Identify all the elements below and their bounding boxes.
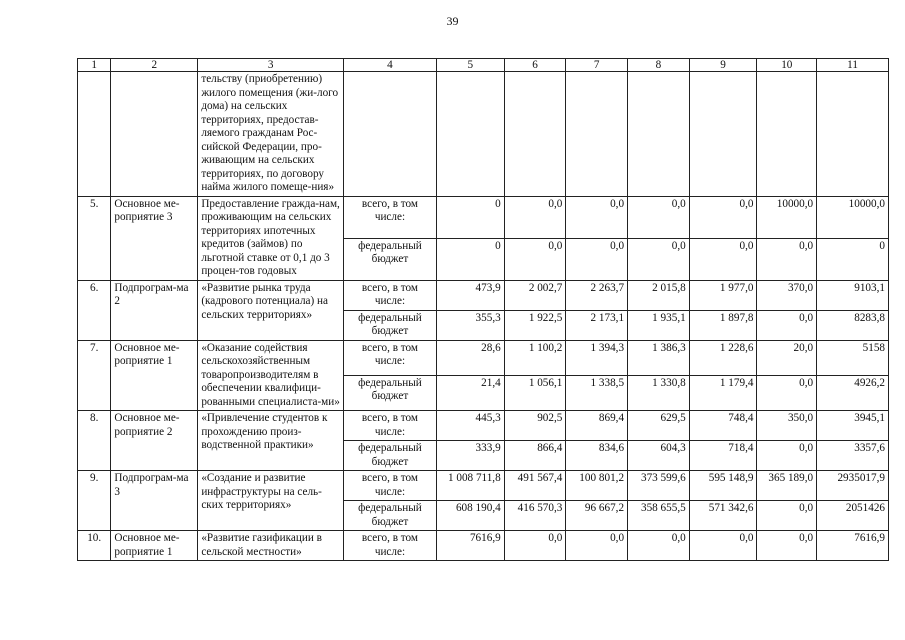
value-cell: 10000,0: [817, 196, 889, 238]
value-cell: 5158: [817, 340, 889, 375]
measure-name: Основное ме-роприятие 3: [111, 196, 198, 280]
value-cell: 0,0: [689, 531, 757, 561]
value-cell: 2 002,7: [504, 280, 566, 310]
funding-source: всего, в том числе:: [343, 280, 436, 310]
value-cell: 373 599,6: [628, 471, 690, 501]
value-cell: 0,0: [628, 238, 690, 280]
value-cell: 2051426: [817, 501, 889, 531]
value-cell: 416 570,3: [504, 501, 566, 531]
value-cell: 9103,1: [817, 280, 889, 310]
measure-description: «Развитие газификации в сельской местности»: [198, 531, 344, 561]
value-cell: 0,0: [757, 310, 817, 340]
row-number: 5.: [78, 196, 111, 280]
row-number: 9.: [78, 471, 111, 531]
column-header: 9: [689, 59, 757, 72]
table-cell: [78, 72, 111, 197]
table-row: [78, 340, 889, 375]
measure-description: «Привлечение студентов к прохождению произ-водственной практики»: [198, 411, 344, 471]
value-cell: 370,0: [757, 280, 817, 310]
funding-source: федеральный бюджет: [343, 238, 436, 280]
column-header: 1: [78, 59, 111, 72]
value-cell: 0,0: [566, 196, 628, 238]
value-cell: 2 015,8: [628, 280, 690, 310]
value-cell: 1 330,8: [628, 375, 690, 410]
value-cell: 1 100,2: [504, 340, 566, 375]
measure-name: Основное ме-роприятие 2: [111, 411, 198, 471]
table-cell: [689, 72, 757, 197]
column-header: 7: [566, 59, 628, 72]
value-cell: 604,3: [628, 441, 690, 471]
table-cell: [628, 72, 690, 197]
column-header: 2: [111, 59, 198, 72]
value-cell: 491 567,4: [504, 471, 566, 501]
column-header: 4: [343, 59, 436, 72]
value-cell: 0,0: [566, 531, 628, 561]
value-cell: 333,9: [436, 441, 504, 471]
value-cell: 748,4: [689, 411, 757, 441]
value-cell: 0,0: [504, 531, 566, 561]
value-cell: 2 263,7: [566, 280, 628, 310]
funding-source: федеральный бюджет: [343, 501, 436, 531]
value-cell: 1 056,1: [504, 375, 566, 410]
column-number-row: [78, 59, 889, 72]
table-row: [78, 531, 889, 561]
value-cell: 571 342,6: [689, 501, 757, 531]
value-cell: 365 189,0: [757, 471, 817, 501]
measure-name: Основное ме-роприятие 1: [111, 340, 198, 411]
measure-description: Предоставление гражда-нам, проживающим на сельских территориях ипотечных кредитов (займов) по льготной ставке от 0,1 до 3 процен-тов годовых: [198, 196, 344, 280]
continuation-row: [78, 72, 889, 197]
value-cell: 595 148,9: [689, 471, 757, 501]
value-cell: 902,5: [504, 411, 566, 441]
value-cell: 21,4: [436, 375, 504, 410]
measure-name: Подпрограм-ма 2: [111, 280, 198, 340]
table-cell: [343, 72, 436, 197]
table-row: [78, 280, 889, 310]
value-cell: 0,0: [566, 238, 628, 280]
column-header: 5: [436, 59, 504, 72]
table-row: [78, 196, 889, 238]
value-cell: 1 386,3: [628, 340, 690, 375]
funding-source: федеральный бюджет: [343, 310, 436, 340]
value-cell: 0: [436, 196, 504, 238]
value-cell: 1 977,0: [689, 280, 757, 310]
page-number: 39: [446, 14, 459, 28]
column-header: 6: [504, 59, 566, 72]
value-cell: 100 801,2: [566, 471, 628, 501]
value-cell: 0,0: [757, 501, 817, 531]
value-cell: 3945,1: [817, 411, 889, 441]
value-cell: 834,6: [566, 441, 628, 471]
funding-source: федеральный бюджет: [343, 441, 436, 471]
table-row: [78, 471, 889, 501]
value-cell: 0,0: [628, 196, 690, 238]
table-cell: [111, 72, 198, 197]
value-cell: 7616,9: [436, 531, 504, 561]
table-row: [78, 411, 889, 441]
table-body: [78, 72, 889, 561]
funding-source: всего, в том числе:: [343, 196, 436, 238]
measure-description: «Развитие рынка труда (кадрового потенциала) на сельских территориях»: [198, 280, 344, 340]
value-cell: 0,0: [504, 238, 566, 280]
value-cell: 2935017,9: [817, 471, 889, 501]
table-cell: [817, 72, 889, 197]
funding-source: всего, в том числе:: [343, 340, 436, 375]
value-cell: 3357,6: [817, 441, 889, 471]
measure-description: «Оказание содействия сельскохозяйственным товаропроизводителям в обеспечении квалифици-рованными специалиста-ми»: [198, 340, 344, 411]
table-cell: [436, 72, 504, 197]
value-cell: 0,0: [504, 196, 566, 238]
value-cell: 869,4: [566, 411, 628, 441]
value-cell: 350,0: [757, 411, 817, 441]
funding-source: федеральный бюджет: [343, 375, 436, 410]
table-cell: [757, 72, 817, 197]
funding-source: всего, в том числе:: [343, 411, 436, 441]
value-cell: 358 655,5: [628, 501, 690, 531]
column-header: 8: [628, 59, 690, 72]
value-cell: 10000,0: [757, 196, 817, 238]
funding-source: всего, в том числе:: [343, 471, 436, 501]
value-cell: 4926,2: [817, 375, 889, 410]
value-cell: 28,6: [436, 340, 504, 375]
value-cell: 473,9: [436, 280, 504, 310]
value-cell: 0,0: [689, 196, 757, 238]
funding-source: всего, в том числе:: [343, 531, 436, 561]
row-number: 8.: [78, 411, 111, 471]
value-cell: 355,3: [436, 310, 504, 340]
value-cell: 0,0: [689, 238, 757, 280]
value-cell: 608 190,4: [436, 501, 504, 531]
column-header: 11: [817, 59, 889, 72]
value-cell: 0,0: [757, 375, 817, 410]
value-cell: 1 008 711,8: [436, 471, 504, 501]
value-cell: 0,0: [757, 441, 817, 471]
measure-name: Подпрограм-ма 3: [111, 471, 198, 531]
value-cell: 2 173,1: [566, 310, 628, 340]
column-header: 10: [757, 59, 817, 72]
value-cell: 20,0: [757, 340, 817, 375]
measure-description: «Создание и развитие инфраструктуры на сель-ских территориях»: [198, 471, 344, 531]
value-cell: 0,0: [757, 531, 817, 561]
value-cell: 1 922,5: [504, 310, 566, 340]
value-cell: 1 338,5: [566, 375, 628, 410]
value-cell: 1 179,4: [689, 375, 757, 410]
measure-name: Основное ме-роприятие 1: [111, 531, 198, 561]
value-cell: 1 935,1: [628, 310, 690, 340]
value-cell: 0: [817, 238, 889, 280]
continuation-description: тельству (приобретению) жилого помещения (жи-лого дома) на сельских территориях, предостав-ляемого гражданам Рос-сийской Федерации, про-живающим на сельских территориях, по договору найма жилого помеще-ния»: [198, 72, 344, 197]
value-cell: 0,0: [628, 531, 690, 561]
value-cell: 1 228,6: [689, 340, 757, 375]
value-cell: 866,4: [504, 441, 566, 471]
value-cell: 96 667,2: [566, 501, 628, 531]
column-header: 3: [198, 59, 344, 72]
value-cell: 1 897,8: [689, 310, 757, 340]
value-cell: 445,3: [436, 411, 504, 441]
value-cell: 1 394,3: [566, 340, 628, 375]
value-cell: 0,0: [757, 238, 817, 280]
value-cell: 718,4: [689, 441, 757, 471]
value-cell: 629,5: [628, 411, 690, 441]
value-cell: 0: [436, 238, 504, 280]
value-cell: 8283,8: [817, 310, 889, 340]
row-number: 6.: [78, 280, 111, 340]
value-cell: 7616,9: [817, 531, 889, 561]
table-cell: [566, 72, 628, 197]
row-number: 7.: [78, 340, 111, 411]
budget-table: [77, 58, 889, 561]
table-cell: [504, 72, 566, 197]
row-number: 10.: [78, 531, 111, 561]
